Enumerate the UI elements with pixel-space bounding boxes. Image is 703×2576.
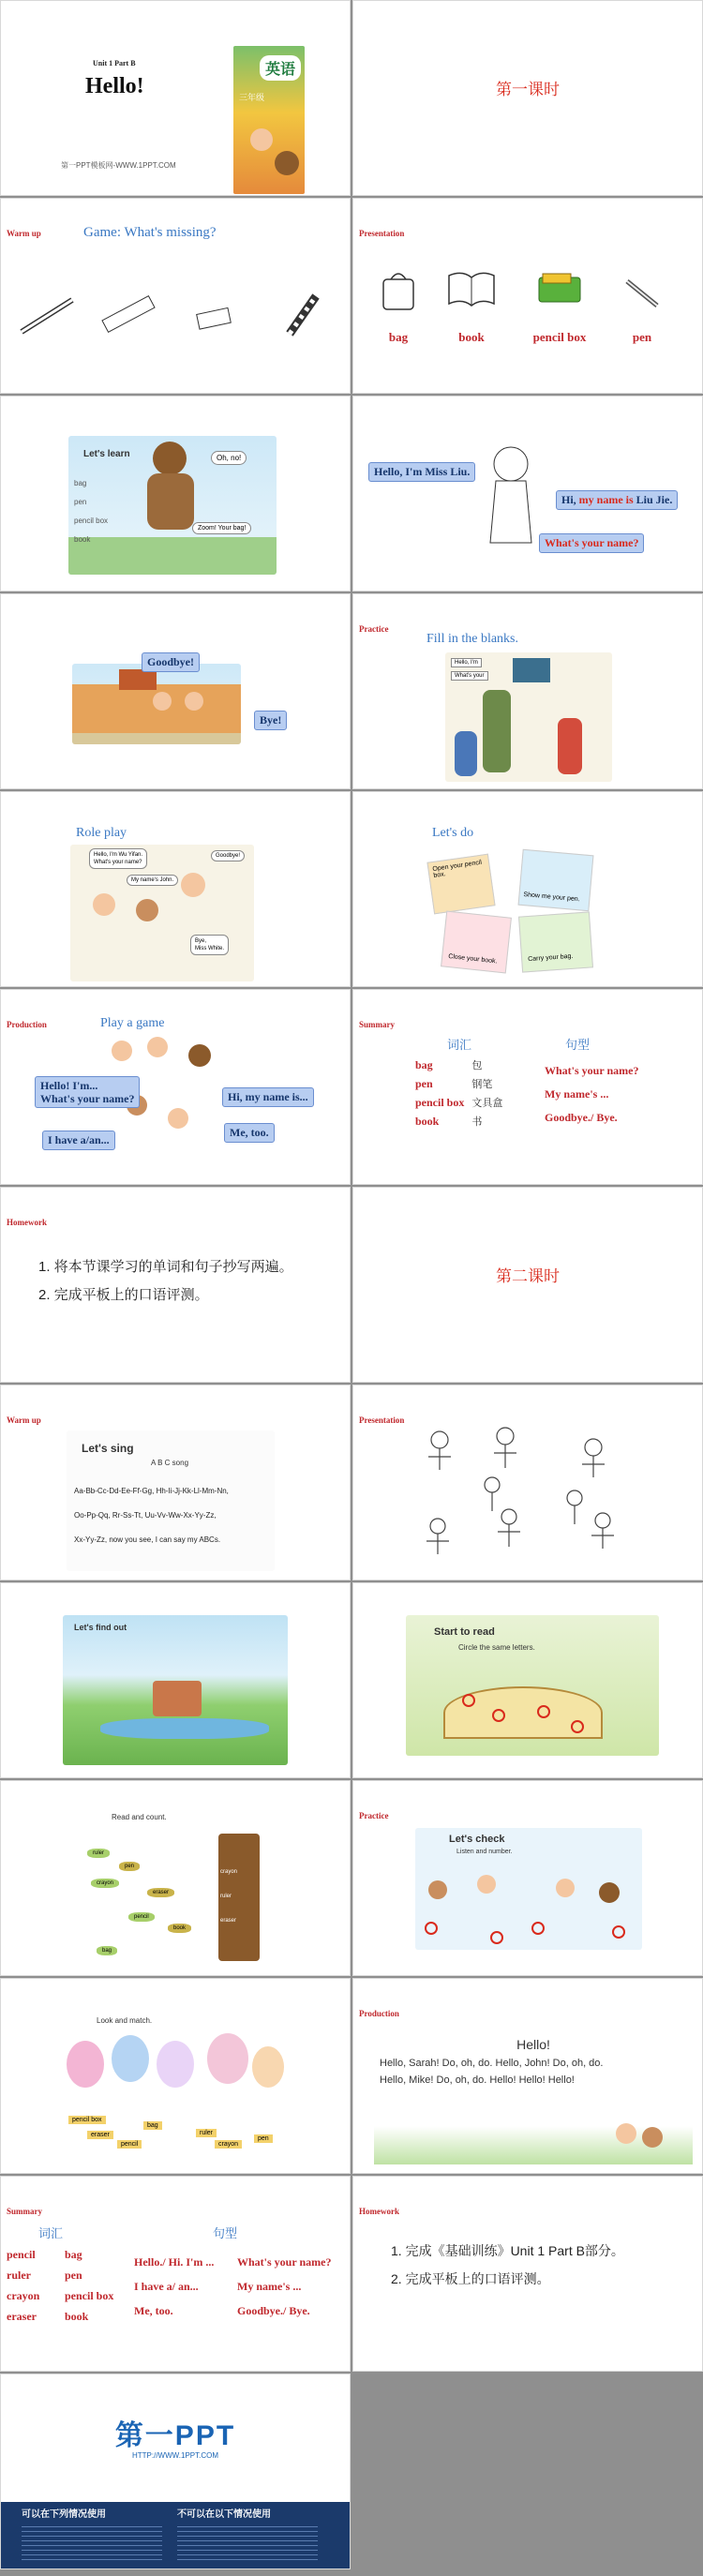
- child-body-2: [455, 731, 477, 776]
- crayon-icon: [282, 289, 323, 339]
- book-title: 英语: [260, 55, 301, 81]
- match-label: pen: [254, 2134, 273, 2143]
- leaf-pile: [82, 1834, 269, 1965]
- leaf-label: pen: [119, 1862, 140, 1871]
- slide-heading: Play a game: [100, 1016, 165, 1030]
- vocab-cn: 文具盒: [471, 1098, 503, 1109]
- brand-info-panel: [1, 2502, 350, 2569]
- bubble-i-have: I have a/an...: [42, 1131, 115, 1150]
- role-bubble-2: My name's John.: [127, 875, 178, 886]
- slide-lets-find-out[interactable]: [0, 1582, 351, 1778]
- vocab-item: crayon: [7, 2289, 40, 2302]
- trunk-label: eraser: [220, 1918, 237, 1924]
- child-figure-a: [112, 1041, 132, 1061]
- vocab-row: [411, 1056, 506, 1074]
- lets-learn-illustration: [68, 436, 277, 575]
- can-use-heading: 可以在下列情况使用: [22, 2509, 106, 2520]
- vocab-row: [411, 1112, 506, 1131]
- lesson-title: 第二课时: [496, 1267, 560, 1285]
- child-head-2: [477, 1875, 496, 1894]
- brand-url: HTTP://WWW.1PPT.COM: [132, 2451, 218, 2460]
- letter-circle: [492, 1709, 505, 1722]
- match-label: eraser: [87, 2131, 113, 2139]
- sentence-item: Goodbye./ Bye.: [237, 2304, 310, 2317]
- river: [100, 1718, 269, 1739]
- sentence-item: What's your name?: [237, 2255, 332, 2269]
- sentence-list: [545, 1059, 638, 1130]
- vocab-cn: 包: [471, 1060, 483, 1071]
- speech-bubble-zoom: Zoom! Your bag!: [192, 522, 251, 534]
- child-figure-d: [168, 1108, 188, 1129]
- ruler-icon: [98, 291, 157, 337]
- empty-cell: [352, 2374, 703, 2569]
- match-label: ruler: [196, 2129, 217, 2137]
- slide-lesson-two[interactable]: [352, 1187, 703, 1383]
- bag-icon: [378, 266, 419, 313]
- child-head-1: [93, 893, 115, 916]
- slide-lesson-one[interactable]: [352, 0, 703, 196]
- word-pen: pen: [632, 330, 652, 344]
- slide-presentation-words[interactable]: [352, 198, 703, 394]
- blackboard: [513, 658, 550, 682]
- slide-homework-1[interactable]: [0, 1187, 351, 1383]
- cover-bear-figure: [275, 151, 299, 175]
- letters-tree-illustration: [406, 1615, 659, 1756]
- check-subheading: Listen and number.: [456, 1849, 513, 1855]
- letter-circle: [537, 1705, 550, 1718]
- bubble-me-too: Me, too.: [224, 1123, 275, 1143]
- fill-line-2: What's your: [451, 671, 488, 681]
- card-text-1: Open your pencil box.: [432, 859, 483, 879]
- role-line-5: Bye,: [195, 938, 207, 944]
- sentence-col-2: [237, 2250, 331, 2323]
- section-tag: Practice: [359, 1811, 389, 1820]
- leaf-label: ruler: [87, 1849, 110, 1858]
- slide-homework-2[interactable]: [352, 2176, 703, 2372]
- bubble-line-b: What's your name?: [40, 1092, 135, 1105]
- vocab-item: pencil box: [65, 2289, 114, 2302]
- bubble-hello-whats-your-name: [35, 1076, 140, 1108]
- brand-logo: 第一PPT: [114, 2420, 236, 2451]
- vocab-col-2: [65, 2244, 113, 2327]
- stick-figure: [567, 1490, 582, 1524]
- sentence-item: Goodbye./ Bye.: [545, 1111, 618, 1124]
- word-pencil-box-label: pencil box: [74, 517, 109, 525]
- slide-play-a-game[interactable]: [0, 989, 351, 1185]
- song-line-1: Hello, Sarah! Do, oh, do. Hello, John! Do, oh, do.: [380, 2058, 604, 2069]
- word-pencil-box: pencil box: [532, 330, 587, 344]
- road: [68, 537, 277, 575]
- slide-heading: Role play: [76, 826, 127, 840]
- slide-read-and-count[interactable]: [0, 1780, 351, 1976]
- slide-role-play[interactable]: [0, 791, 351, 987]
- homework-item: 1. 完成《基础训练》Unit 1 Part B部分。: [391, 2243, 624, 2258]
- bear-figure: [153, 442, 187, 475]
- leaf-label: eraser: [147, 1888, 174, 1897]
- slide-lets-sing[interactable]: [0, 1385, 351, 1580]
- match-label: bag: [143, 2121, 162, 2130]
- number-circle: [531, 1922, 545, 1935]
- word-book: book: [458, 330, 485, 344]
- book-cover-image: [233, 46, 305, 194]
- bubble-whats-your-name: [539, 533, 644, 553]
- stick-figure: [428, 1431, 451, 1470]
- section-tag: Homework: [359, 2207, 399, 2216]
- balloon: [207, 2033, 248, 2084]
- number-circle: [612, 1925, 625, 1939]
- slide-warm-up[interactable]: [0, 198, 351, 394]
- sentence-heading: 句型: [565, 1038, 591, 1052]
- child-figure-2: [185, 692, 203, 711]
- sentence-item: My name's ...: [237, 2280, 302, 2293]
- homework-list: [38, 1253, 293, 1310]
- card-show-pen: [518, 849, 594, 911]
- vocab-en: pen: [415, 1076, 433, 1090]
- vocab-en: book: [415, 1114, 440, 1128]
- sentence-heading: 句型: [213, 2226, 238, 2240]
- vocab-item: pencil: [7, 2248, 36, 2261]
- section-tag: Homework: [7, 1218, 47, 1227]
- vocab-heading: 词汇: [447, 1038, 472, 1052]
- child-body-1: [558, 718, 582, 774]
- sentence-item: What's your name?: [545, 1064, 639, 1077]
- word-pen-label: pen: [74, 498, 87, 506]
- bear-body: [147, 473, 194, 530]
- child-figure-1: [153, 692, 172, 711]
- song-line-2: Hello, Mike! Do, oh, do. Hello! Hello! Hello!: [380, 2074, 575, 2086]
- role-line-2: What's your name?: [94, 860, 142, 865]
- homework-item: 1. 将本节课学习的单词和句子抄写两遍。: [38, 1259, 293, 1275]
- vocab-item: book: [65, 2310, 89, 2323]
- cannot-use-heading: 不可以在以下情况使用: [177, 2509, 271, 2520]
- number-circle: [425, 1922, 438, 1935]
- bubble-liu-jie: Liu Jie.: [636, 493, 673, 506]
- section-tag: Warm up: [7, 1415, 41, 1425]
- role-line-1: Hello, I'm Wu Yifan.: [94, 852, 143, 858]
- bubble-question-text: What's your name?: [545, 536, 639, 549]
- vocab-item: eraser: [7, 2310, 37, 2323]
- role-bubble-1: [89, 848, 147, 869]
- vocab-col-1: [7, 2244, 39, 2327]
- homework-item: 2. 完成平板上的口语评测。: [391, 2271, 550, 2286]
- slide-practice-fill-blanks[interactable]: [352, 593, 703, 789]
- teacher-body: [483, 690, 511, 772]
- section-tag: Warm up: [7, 229, 41, 238]
- trunk-label: ruler: [220, 1894, 232, 1899]
- sing-heading: Let's sing: [82, 1442, 134, 1455]
- role-bubble-3: Goodbye!: [211, 850, 245, 861]
- stick-figure: [498, 1509, 520, 1547]
- teacher-figure: [481, 440, 541, 552]
- role-bubble-4: [190, 935, 229, 955]
- landscape-illustration: [63, 1615, 288, 1765]
- slide-start-to-read[interactable]: [352, 1582, 703, 1778]
- vocab-item: ruler: [7, 2269, 31, 2282]
- school-illustration: [72, 664, 241, 744]
- bubble-hi: Hi,: [561, 493, 579, 506]
- pencil-icon: [18, 294, 78, 336]
- check-heading: Let's check: [449, 1834, 505, 1845]
- child-head-1: [428, 1880, 447, 1899]
- vocab-item: bag: [65, 2248, 82, 2261]
- card-close-book: [441, 911, 512, 974]
- match-label: pencil box: [68, 2116, 106, 2124]
- song-line-1: Aa-Bb-Cc-Dd-Ee-Ff-Gg, Hh-Ii-Jj-Kk-Ll-Mm-Nn,: [74, 1487, 229, 1495]
- song-line-2: Oo-Pp-Qq, Rr-Ss-Tt, Uu-Vv-Ww-Xx-Yy-Zz,: [74, 1511, 217, 1520]
- bubble-bye: Bye!: [254, 711, 287, 730]
- count-heading: Read and count.: [112, 1813, 167, 1821]
- info-lines-left: [22, 2523, 162, 2564]
- vocab-row: [411, 1074, 506, 1093]
- vocab-cn: 书: [471, 1116, 483, 1128]
- card-text-3: Close your book.: [447, 952, 498, 966]
- lets-learn-heading: Let's learn: [83, 449, 130, 459]
- slide-lets-learn[interactable]: [0, 396, 351, 592]
- eraser-icon: [194, 304, 235, 332]
- leaf-label: crayon: [91, 1879, 119, 1888]
- section-tag: Summary: [7, 2207, 42, 2216]
- homework-item: 2. 完成平板上的口语评测。: [38, 1287, 209, 1303]
- leaf-label: bag: [97, 1946, 117, 1955]
- speech-bubble-oh-no: Oh, no!: [211, 451, 247, 465]
- balloon: [112, 2035, 149, 2082]
- stick-figure: [582, 1439, 605, 1477]
- balloon: [157, 2041, 194, 2088]
- vocab-table: [411, 1056, 506, 1131]
- leaf-label: book: [168, 1924, 191, 1933]
- slide-hello-song[interactable]: [352, 1978, 703, 2174]
- section-tag: Summary: [359, 1020, 395, 1029]
- teacher-head: [181, 873, 205, 897]
- match-label: crayon: [215, 2140, 242, 2149]
- vocab-cn: 钢笔: [471, 1079, 493, 1090]
- slide-dialogue-miss-liu[interactable]: [352, 396, 703, 592]
- bubble-my-name-is: [556, 490, 678, 510]
- book-icon: [445, 268, 498, 309]
- sentence-item: I have a/ an...: [134, 2280, 199, 2293]
- bubble-hi-my-name-is: Hi, my name is...: [222, 1087, 314, 1107]
- section-tag: Practice: [359, 624, 389, 634]
- section-tag: Production: [7, 1020, 47, 1029]
- bubble-hello-miss-liu: Hello, I'm Miss Liu.: [368, 462, 475, 482]
- school-roof: [119, 669, 157, 690]
- pen-icon: [621, 274, 663, 311]
- house: [153, 1681, 202, 1716]
- slide-summary-2[interactable]: [0, 2176, 351, 2372]
- slide-heading: Let's do: [432, 826, 474, 840]
- trunk-label: crayon: [220, 1869, 238, 1875]
- section-tag: Presentation: [359, 229, 405, 238]
- pencil-box-icon: [533, 270, 586, 307]
- cover-child-figure: [250, 128, 273, 151]
- monkey-figure: [188, 1044, 211, 1067]
- ground: [72, 733, 241, 744]
- stick-figure: [426, 1519, 449, 1554]
- slide-lets-check[interactable]: [352, 1780, 703, 1976]
- role-play-illustration: [70, 845, 254, 981]
- balloon: [67, 2041, 104, 2088]
- stick-figure: [494, 1428, 516, 1468]
- sentence-item: Me, too.: [134, 2304, 173, 2317]
- slide-goodbye[interactable]: [0, 593, 351, 789]
- number-circle: [490, 1931, 503, 1944]
- sentence-item: My name's ...: [545, 1087, 609, 1101]
- lesson-title: 第一课时: [496, 81, 560, 98]
- unit-label: Unit 1 Part B: [93, 59, 136, 67]
- section-tag: Presentation: [359, 1415, 405, 1425]
- slide-summary-1[interactable]: [352, 989, 703, 1185]
- slide-branding[interactable]: [0, 2374, 351, 2569]
- check-illustration: [415, 1828, 642, 1950]
- fill-line-1: Hello, I'm: [451, 658, 482, 667]
- slide-lets-do[interactable]: [352, 791, 703, 987]
- abc-song-panel: [67, 1430, 275, 1571]
- vocab-en: bag: [415, 1057, 433, 1071]
- song-title: Hello!: [516, 2037, 550, 2052]
- bear-head: [599, 1882, 620, 1903]
- card-carry-bag: [518, 911, 593, 972]
- classroom-illustration: [445, 652, 612, 782]
- card-text-4: Carry your bag.: [527, 952, 574, 964]
- vocab-item: pen: [65, 2269, 82, 2282]
- stick-figure: [591, 1513, 614, 1549]
- word-bag-label: bag: [74, 479, 87, 487]
- slide-heading: Fill in the blanks.: [426, 632, 518, 646]
- child-head-1: [616, 2123, 636, 2144]
- letter-circle: [462, 1694, 475, 1707]
- match-heading: Look and match.: [97, 2016, 153, 2025]
- child-head-2: [136, 899, 158, 921]
- find-out-heading: Let's find out: [74, 1623, 127, 1632]
- slide-title[interactable]: [0, 0, 351, 196]
- slide-heading: Game: What's missing?: [83, 225, 217, 240]
- card-open-pencil-box: [426, 854, 495, 915]
- song-title: A B C song: [151, 1459, 189, 1467]
- word-bag: bag: [388, 330, 409, 344]
- balloon: [252, 2046, 284, 2088]
- school-building: [72, 684, 241, 735]
- leaf-label: pencil: [128, 1912, 155, 1922]
- letter-circle: [571, 1720, 584, 1733]
- bubble-line-a: Hello! I'm...: [40, 1079, 98, 1092]
- child-figure-b: [147, 1037, 168, 1057]
- slide-presentation-gestures[interactable]: [352, 1385, 703, 1580]
- read-subheading: Circle the same letters.: [458, 1643, 535, 1652]
- bubble-goodbye: Goodbye!: [142, 652, 200, 672]
- gesture-figures-illustration: [410, 1423, 653, 1573]
- role-line-6: Miss White.: [195, 946, 225, 951]
- child-head-3: [556, 1879, 575, 1897]
- sentence-item: Hello./ Hi. I'm ...: [134, 2255, 215, 2269]
- card-text-2: Show me your pen.: [523, 891, 580, 904]
- slide-look-and-match[interactable]: [0, 1978, 351, 2174]
- song-panel: [374, 2037, 693, 2164]
- bubble-my-name-is-red: my name is: [578, 493, 636, 506]
- child-head-2: [642, 2127, 663, 2148]
- song-line-3: Xx-Yy-Zz, now you see, I can say my ABCs.: [74, 1535, 221, 1544]
- info-lines-right: [177, 2523, 318, 2564]
- vocab-heading: 词汇: [38, 2226, 64, 2240]
- vocab-row: [411, 1093, 506, 1112]
- footer-text: 第一PPT模板网-WWW.1PPT.COM: [61, 161, 176, 170]
- read-heading: Start to read: [434, 1626, 495, 1638]
- vocab-en: pencil box: [415, 1095, 465, 1109]
- section-tag: Production: [359, 2009, 399, 2018]
- stick-figure: [485, 1477, 500, 1511]
- word-book-label: book: [74, 535, 91, 544]
- homework-list: [391, 2237, 624, 2293]
- match-label: pencil: [117, 2140, 142, 2149]
- page-title: Hello!: [85, 74, 144, 98]
- sentence-col-1: [134, 2250, 214, 2323]
- book-grade: 三年级: [239, 93, 265, 102]
